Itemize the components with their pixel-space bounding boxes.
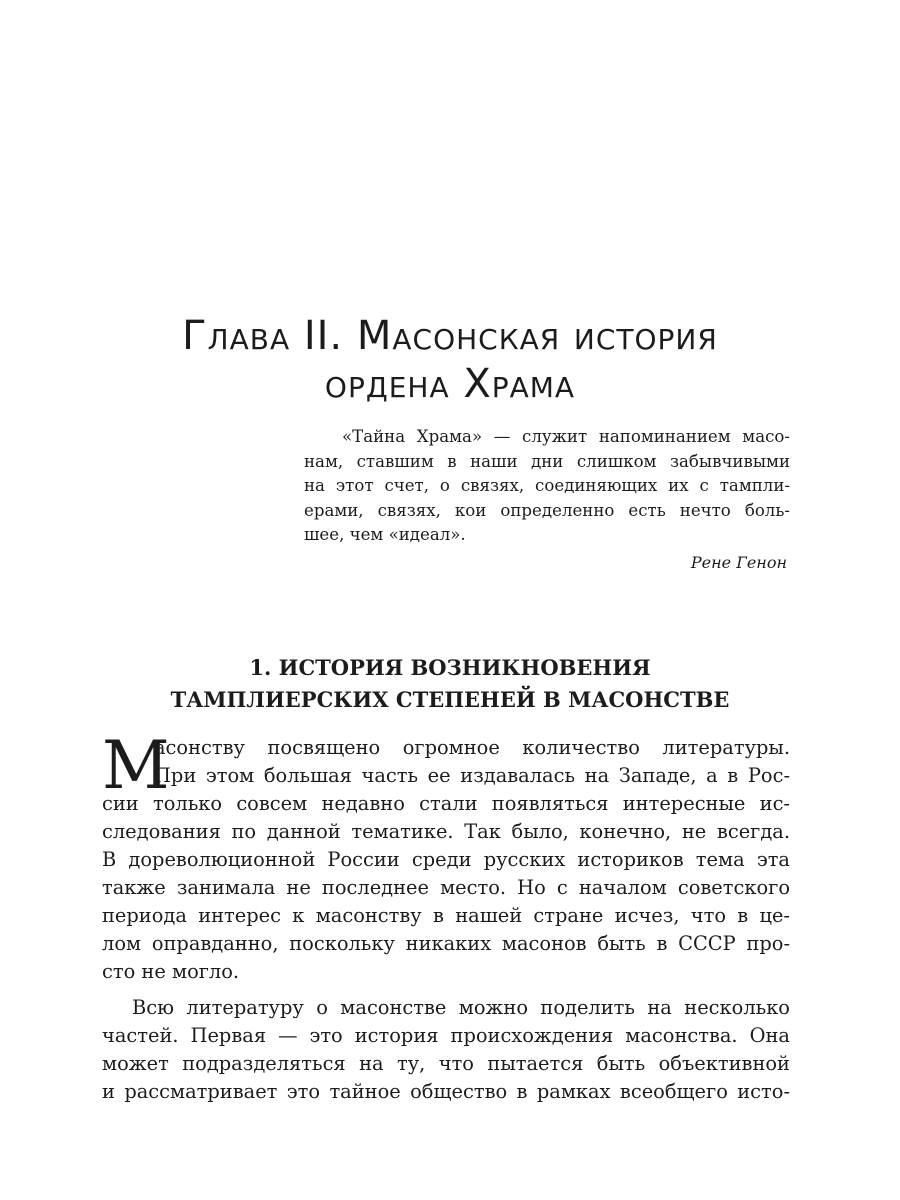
epigraph-line: нам, ставшим в наши дни слишком забывчивыми xyxy=(304,451,790,471)
paragraph-1 xyxy=(102,727,790,986)
chapter-title xyxy=(100,312,800,408)
body-line: частей. Первая — это история происхождения масонства. Она xyxy=(102,1024,790,1047)
body-text xyxy=(102,727,790,1106)
body-line: также занимала не последнее место. Но с началом советского xyxy=(102,876,790,899)
epigraph-author: Рене Генон xyxy=(690,553,787,572)
section-heading xyxy=(100,652,800,716)
epigraph-line: ерами, связях, кои определенно есть нечто боль- xyxy=(304,500,790,520)
body-line: сии только совсем недавно стали появляться интересные ис- xyxy=(102,792,790,815)
body-line: может подразделяться на ту, что пытается быть объективной xyxy=(102,1052,790,1075)
body-line: При этом большая часть ее издавалась на Западе, а в Рос- xyxy=(154,764,790,787)
epigraph-line: «Тайна Храма» — служит напоминанием масо- xyxy=(342,427,790,446)
body-line: и рассматривает это тайное общество в рамках всеобщего исто- xyxy=(102,1080,790,1103)
chapter-title-line-1: Глава II. Масонская история xyxy=(182,313,718,359)
drop-cap: М xyxy=(102,727,170,804)
epigraph-line: на этот счет, о связях, соединяющих их с тампли- xyxy=(304,476,790,495)
body-line: асонству посвящено огромное количество литературы. xyxy=(154,736,790,759)
epigraph xyxy=(304,425,790,548)
body-line: Всю литературу о масонстве можно поделить на несколько xyxy=(132,996,790,1019)
paragraph-2 xyxy=(102,994,790,1106)
epigraph-line: шее, чем «идеал». xyxy=(304,525,466,544)
body-line: В дореволюционной России среди русских историков тема эта xyxy=(102,848,790,871)
section-heading-line-2: ТАМПЛИЕРСКИХ СТЕПЕНЕЙ В МАСОНСТВЕ xyxy=(170,687,730,712)
body-line: лом оправданно, поскольку никаких масонов быть в СССР про- xyxy=(102,932,790,955)
body-line: следования по данной тематике. Так было, конечно, не всегда. xyxy=(102,820,790,843)
section-heading-line-1: 1. ИСТОРИЯ ВОЗНИКНОВЕНИЯ xyxy=(249,655,651,680)
body-line: сто не могло. xyxy=(102,960,240,983)
chapter-title-line-2: ордена Храма xyxy=(324,361,576,407)
body-line: периода интерес к масонству в нашей стране исчез, что в це- xyxy=(102,904,790,927)
